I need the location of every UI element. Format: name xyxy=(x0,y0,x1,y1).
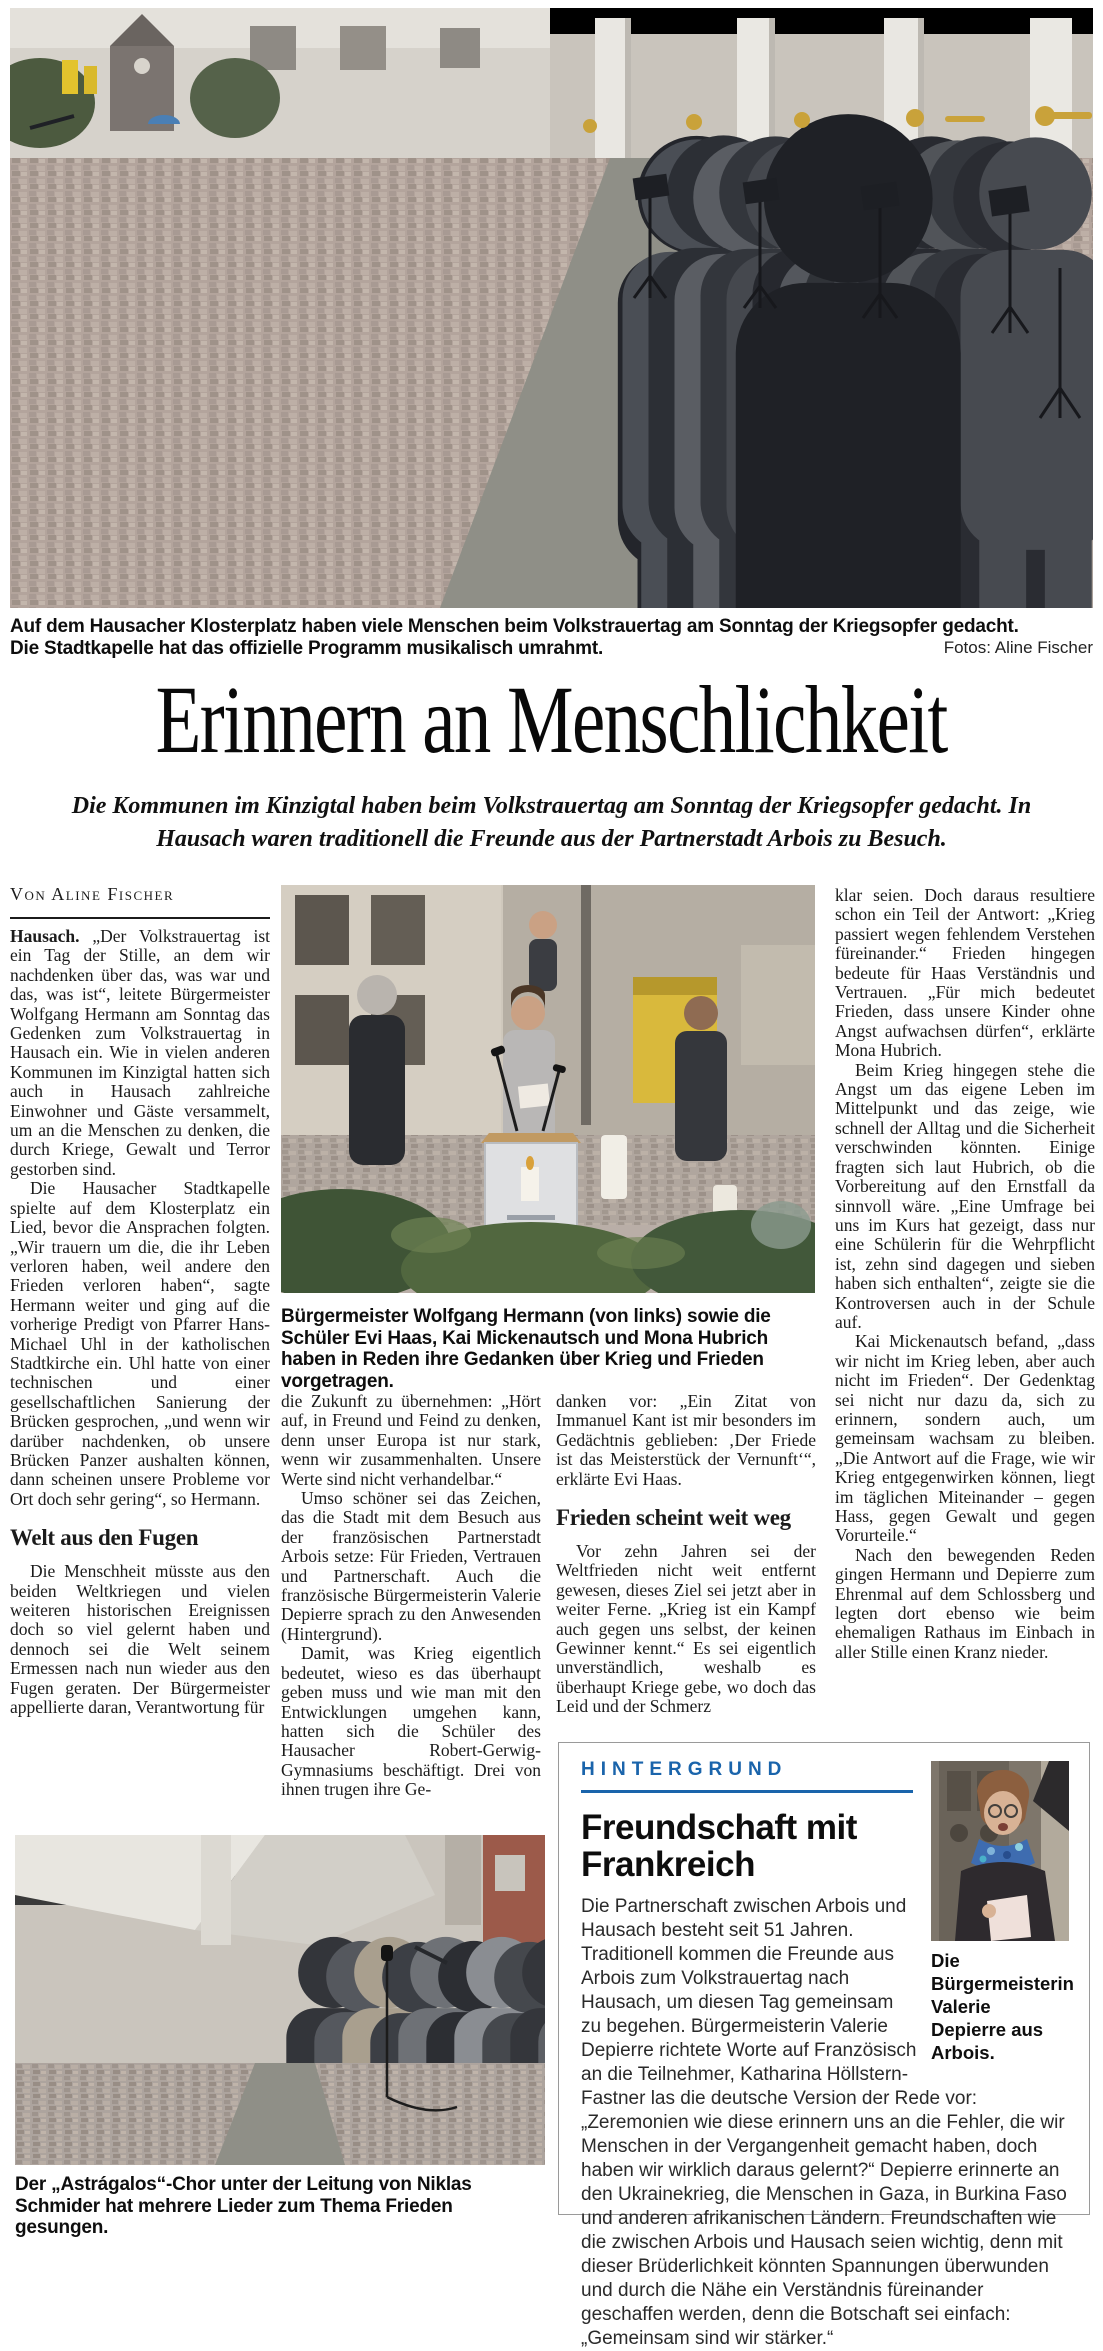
hintergrund-title: Freundschaft mit Frankreich xyxy=(581,1808,857,1884)
top-photo-caption-block xyxy=(10,616,1093,659)
paragraph: Damit, was Krieg eigentlich bedeutet, wieso es das überhaupt geben muss und wie man mit den Entwicklungen umgehen kann, hatten sich die Schüler des Hausacher Robert-Gerwig-Gymnasiums beschäftigt. Drei von ihnen trugen ihre Ge- xyxy=(281,1643,541,1800)
photo-credit: Fotos: Aline Fischer xyxy=(943,638,1093,657)
paragraph: klar seien. Doch daraus resultiere schon ein Teil der Antwort: „Krieg passiert wegen fehlendem Verstehen füreinander.“ Frieden hingegen bedeute für Haas Verständnis und Vertrauen. „Für mich bedeutet Frieden, dass unsere Kinder ohne Angst aufwachsen dürfen“, erklärte Mona Hubrich. xyxy=(835,886,1095,1061)
paragraph: Beim Krieg hingegen stehe die Angst um das eigene Leben im Mittelpunkt und das zeige, wie schnell der Alltag und die Sicherheit verschwinden könnten. Einige fragten sich laut Hubrich, ob die Vorbereitung auf den Ernstfall da sinnvoll wäre. „Eine Umfrage bei uns im Kurs hat gezeigt, dass nur eine Schülerin für die Wehrpflicht ist, zehn sind dagegen und sieben haben sich enthalten“, zeigte sie die Kontroversen auch in der Schule auf. xyxy=(835,1059,1095,1332)
mid-photo-image xyxy=(281,885,815,1293)
portrait-caption: Die Bürgermeisterin Valerie Depierre aus Arbois. xyxy=(931,1950,1074,2063)
paragraph: die Zukunft zu übernehmen: „Hört auf, in Freund und Feind zu denken, denn unser Europa ist nur stark, wenn wir zusammenhalten. Unsere Werte sind nicht verhandelbar.“ xyxy=(281,1392,541,1489)
subhead-welt-aus-den-fugen: Welt aus den Fugen xyxy=(10,1525,199,1551)
hintergrund-rule xyxy=(581,1790,913,1793)
hintergrund-label: HINTERGRUND xyxy=(581,1759,788,1780)
article-column-3 xyxy=(556,1392,816,1740)
portrait-image xyxy=(931,1761,1069,1941)
mid-photo-caption: Bürgermeister Wolfgang Hermann (von links) sowie die Schüler Evi Haas, Kai Mickenautsch und Mona Hubrich haben in Reden ihre Gedanken über Krieg und Frieden vorgetragen. xyxy=(281,1306,771,1392)
top-photo-caption: Auf dem Hausacher Klosterplatz haben viele Menschen beim Volkstrauertag am Sonntag der Kriegsopfer gedacht. Die Stadtkapelle hat das offizielle Programm musikalisch umrahmt. xyxy=(10,616,1019,659)
paragraph: Die Hausacher Stadtkapelle spielte auf dem Klosterplatz ein Lied, bevor die Ansprachen folgten. „Wir trauern um die, die ihr Leben verloren haben, weil andere den Frieden verloren haben“, sagte Hermann weiter und ging auf die vorherige Predigt von Pfarrer Hans-Michael Uhl in der katholischen Stadtkirche ein. Uhl hatte von einer technischen und einer gesellschaftlichen Sanierung der Brücken gesprochen, „und wenn wir darüber nachdenken, ob unsere Brücken Panzer aushalten können, dann scheinen unsere Probleme vor Ort doch sehr gering“, so Hermann. xyxy=(10,1178,270,1509)
bottom-photo-caption: Der „Astrágalos“-Chor unter der Leitung von Niklas Schmider hat mehrere Lieder zum Thema Frieden gesungen. xyxy=(15,2174,472,2238)
paragraph: Nach den bewegenden Reden gingen Hermann und Depierre zum Ehrenmal auf dem Schlossberg und legten dort ebenso wie beim ehemaligen Rathaus im Einbach in aller Stille einen Kranz nieder. xyxy=(835,1544,1095,1662)
paragraph: danken vor: „Ein Zitat von Immanuel Kant ist mir besonders im Gedächtnis geblieben: ‚Der Friede ist das Meisterstück der Vernunft‘“, erklärte Evi Haas. xyxy=(556,1392,816,1489)
headline: Erinnern an Menschlichkeit xyxy=(155,666,948,773)
article-column-2 xyxy=(281,1392,541,1834)
bottom-photo-image xyxy=(15,1835,545,2165)
article-column-1 xyxy=(10,927,270,1833)
paragraph: Vor zehn Jahren sei der Weltfrieden nicht weit entfernt gewesen, dieses Ziel sei jetzt aber in weiter Ferne. „Krieg ist ein Kampf auch gegen uns selbst, der keinen Gewinner kennt.“ Es sei eigentlich unverständlich, weshalb es überhaupt Kriege gebe, wo doch das Leid und der Schmerz xyxy=(556,1541,816,1717)
paragraph: Umso schöner sei das Zeichen, das die Stadt mit dem Besuch aus der französischen Partnerstadt Arbois setze: Für Frieden, Vertrauen und Partnerschaft. Auch die französische Bürgermeisterin Valerie Depierre sprach zu den Anwesenden (Hintergrund). xyxy=(281,1488,541,1644)
paragraph: Hausach. „Der Volkstrauertag ist ein Tag der Stille, an dem wir nachdenken über das, was war und das, was ist“, leitete Bürgermeister Wolfgang Hermann am Sonntag das Gedenken zum Volkstrauertag in Hausach ein. Wie in vielen anderen Kommunen im Kinzigtal hatten sich auch in Hausach zahlreiche Einwohner und Gäste versammelt, um an die Menschen zu denken, die durch Kriege, Gewalt und Terror gestorben sind. xyxy=(10,927,270,1179)
lead-in: Hausach. xyxy=(10,927,80,946)
choir-scene xyxy=(15,1835,545,2165)
article-column-4 xyxy=(835,886,1095,1740)
byline: Von Aline Fischer xyxy=(10,884,270,919)
hintergrund-box xyxy=(558,1742,1090,2349)
mayor-portrait xyxy=(931,1761,1069,1941)
hintergrund-body: Die Partnerschaft zwischen Arbois und Hausach besteht seit 51 Jahren. Traditionell kommen die Freunde aus Arbois zum Volkstrauertag nach Hausach, um diesen Tag gemeinsam zu begehen. Bürgermeisterin Valerie Depierre richtete Worte auf Französisch an die Teilnehmer, Katharina Höllstern-Fastner las die deutsche Version der Rede vor: „Zeremonien wie diese erinnern uns an die Fehler, die wir Menschen in der Vergangenheit gemacht haben, doch haben wir wirklich daraus gelernt?“ Depierre erinnerte an den Ukrainekrieg, die Menschen in Gaza, in Burkina Faso und anderen afrikanischen Ländern. Freundschaften wie die zwischen Arbois und Hausach seien wichtig, denn mit dieser Brüderlichkeit könnten Spannungen überwunden und durch die Nähe ein Verständnis füreinander geschaffen werden, denn die Botschaft sei einfach: „Gemeinsam sind wir stärker.“ xyxy=(581,1896,1067,2349)
paragraph: Die Menschheit müsste aus den beiden Weltkriegen und vielen weiteren historischen Ereignissen doch so viel gelernt haben und dennoch sei die Welt seinem Ermessen nach nun wieder aus den Fugen geraten. Der Bürgermeister appellierte daran, Verantwortung für xyxy=(10,1561,270,1718)
subhead-frieden-scheint-weit-weg: Frieden scheint weit weg xyxy=(556,1505,791,1531)
speech-podium-scene xyxy=(281,885,815,1293)
top-photo-image xyxy=(10,8,1093,608)
plaza-band-scene xyxy=(10,8,1093,608)
paragraph: Kai Mickenautsch befand, „dass wir nicht im Krieg leben, aber auch nicht im Frieden“. Der Gedenktag sei nicht nur dazu da, sich zu erinnern, sondern auch, um gemeinsam wachsam zu bleiben. „Die Antwort auf die Frage, wie wir Krieg entgegenwirken können, liegt im täglichen Miteinander – gegen Hass, gegen Gewalt und gegen Vorurteile.“ xyxy=(835,1331,1095,1546)
deck: Die Kommunen im Kinzigtal haben beim Volkstrauertag am Sonntag der Kriegsopfer gedacht. In Hausach waren traditionell die Freunde aus der Partnerstadt Arbois zu Besuch. xyxy=(71,793,1032,852)
portrait-block xyxy=(931,1761,1074,2064)
